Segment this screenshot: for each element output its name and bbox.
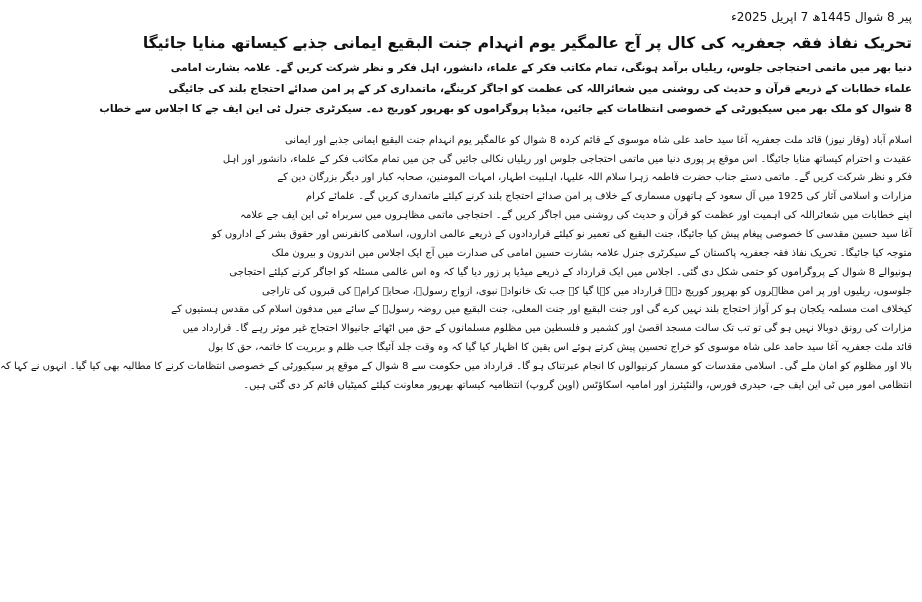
article-headline: تحریک نفاذ فقہ جعفریہ کی کال پر آج عالمگیر یوم انہدام جنت البقیع ایمانی جذبے کیساتھ منایا جائیگا — [142, 34, 912, 52]
body-line: کیخلاف امت مسلمہ یکجان ہو کر آواز احتجاج بلند نہیں کرے گی اور جنت البقیع اور جنت المعلی، جنت البقیع میں روضہ رسولؐ کے سائے میں مدفون اسلام کی مقدس ہستیوں کے — [171, 304, 912, 316]
body-line: ہونیوالے 8 شوال کے پروگراموں کو حتمی شکل دی گئی۔ اجلاس میں ایک قرارداد کے ذریعے میڈیا پر زور دیا گیا کہ وہ اس عالمی مسئلہ کو اجاگر کرنے کیلئے احتجاجی — [229, 266, 912, 278]
body-line: فکر و نظر شرکت کریں گے۔ ماتمی دستے جناب حضرت فاطمہ زہرا سلام اللہ علیہا، اہلبیت اطہار، امہات المومنین، صحابہ کبار اور دیگر بزرگان دین کے — [277, 172, 912, 184]
summary-line: علماء خطابات کے ذریعے قرآن و حدیث کی روشنی میں شعائراللہ کی عظمت کو اجاگر کرینگے، ماتمداری کر کے پر امن صدائے احتجاج بلند کی جائیگی — [168, 82, 912, 95]
article-dateline: پیر 8 شوال 1445ھ 7 اپریل 2025ء — [731, 10, 912, 24]
summary-line: 8 شوال کو ملک بھر میں سیکیورٹی کے خصوصی انتظامات کیے جائیں، میڈیا پروگراموں کو بھرپور کوریج دے۔ سیکرٹری جنرل ٹی این ایف جے کا اجلاس سے خطاب — [99, 103, 912, 116]
body-line: مزارات کی رونق دوبالا نہیں ہو گی تو تب تک سالت مسجد اقصیٰ اور کشمیر و فلسطین میں مظلوم مسلمانوں کے حق میں اٹھائے جانیوالا احتجاج غیر موثر رہے گا۔ قرارداد میں — [182, 323, 912, 335]
summary-line: دنیا بھر میں ماتمی احتجاجی جلوس، ریلیاں برآمد ہونگی، تمام مکاتب فکر کے علماء، دانشور، اہل فکر و نظر شرکت کریں گے۔ علامہ بشارت امامی — [170, 62, 912, 74]
body-line: اپنے خطابات میں شعائراللہ کی اہمیت اور عظمت کو قرآن و حدیث کی روشنی میں اجاگر کریں گے۔ احتجاجی ماتمی مظاہروں میں سربراہ ٹی این ایف جے علامہ — [240, 210, 912, 222]
body-line: جلوسوں، ریلیوں اور پر امن مظاہروں کو بھرپور کوریج دے۔ قرارداد میں کہا گیا کہ جب تک خانوادہ نبوی، ازواج رسولؐ، صحابہ کرامؓ کی قبروں کی تاراجی — [261, 285, 912, 297]
body-line: عقیدت و احترام کیساتھ منایا جائیگا۔ اس موقع پر پوری دنیا میں ماتمی احتجاجی جلوس اور ریلیاں نکالی جائیں گی جن میں تمام مکاتب فکر کے علماء، دانشور اور اہل — [222, 153, 912, 165]
body-line: بالا اور مظلوم کو امان ملے گی۔ اسلامی مقدسات کو مسمار کرنیوالوں کا انجام عبرتناک ہو گا۔ قرارداد میں حکومت سے 8 شوال کے موقع پر سیکیورٹی کے خصوصی انتظامات کرنے کا مطالبہ بھی کیا گیا۔ انہوں نے کہا کہ — [0, 360, 912, 372]
body-line: انتظامی امور میں ٹی این ایف جے، حیدری فورس، والنٹیئرز اور امامیہ اسکاؤٹس (اوپن گروپ) انتظامیہ کیساتھ بھرپور معاونت کیلئے کمیٹیاں قائم کر دی گئی ہیں۔ — [243, 379, 912, 391]
article-summary — [99, 58, 912, 120]
body-line: متوجہ کیا جائیگا۔ تحریک نفاذ فقہ جعفریہ پاکستان کے سیکرٹری جنرل علامہ بشارت حسین امامی کی صدارت میں آج ایک اجلاس میں اندرون و بیرون ملک — [271, 247, 912, 259]
body-line: اسلام آباد (وقار نیوز) قائد ملت جعفریہ آغا سید حامد علی شاہ موسوی کے قائم کردہ 8 شوال کو عالمگیر یوم انہدام جنت البقیع ایمانی جذبے اور ایمانی — [284, 134, 912, 146]
article-body — [0, 132, 912, 396]
body-line: قائد ملت جعفریہ آغا سید حامد علی شاہ موسوی کو خراج تحسین پیش کرتے ہوئے اس یقین کا اظہار کیا گیا کہ وہ وقت جلد آئیگا جب ظلم و بربریت کا خاتمہ، حق کا بول — [208, 342, 912, 354]
body-line: مزارات و اسلامی آثار کی 1925 میں آل سعود کے ہاتھوں مسماری کے خلاف پر امن صدائے احتجاج بلند کرنے کیلئے ماتمداری کریں گے۔ علمائے کرام — [305, 191, 912, 203]
body-line: آغا سید حسین مقدسی کا خصوصی پیغام پیش کیا جائیگا، جنت البقیع کی تعمیر نو کیلئے قراردادوں کے ذریعے عالمی اداروں، اسلامی کانفرنس اور حقوق بشر کے اداروں کو — [211, 229, 912, 240]
